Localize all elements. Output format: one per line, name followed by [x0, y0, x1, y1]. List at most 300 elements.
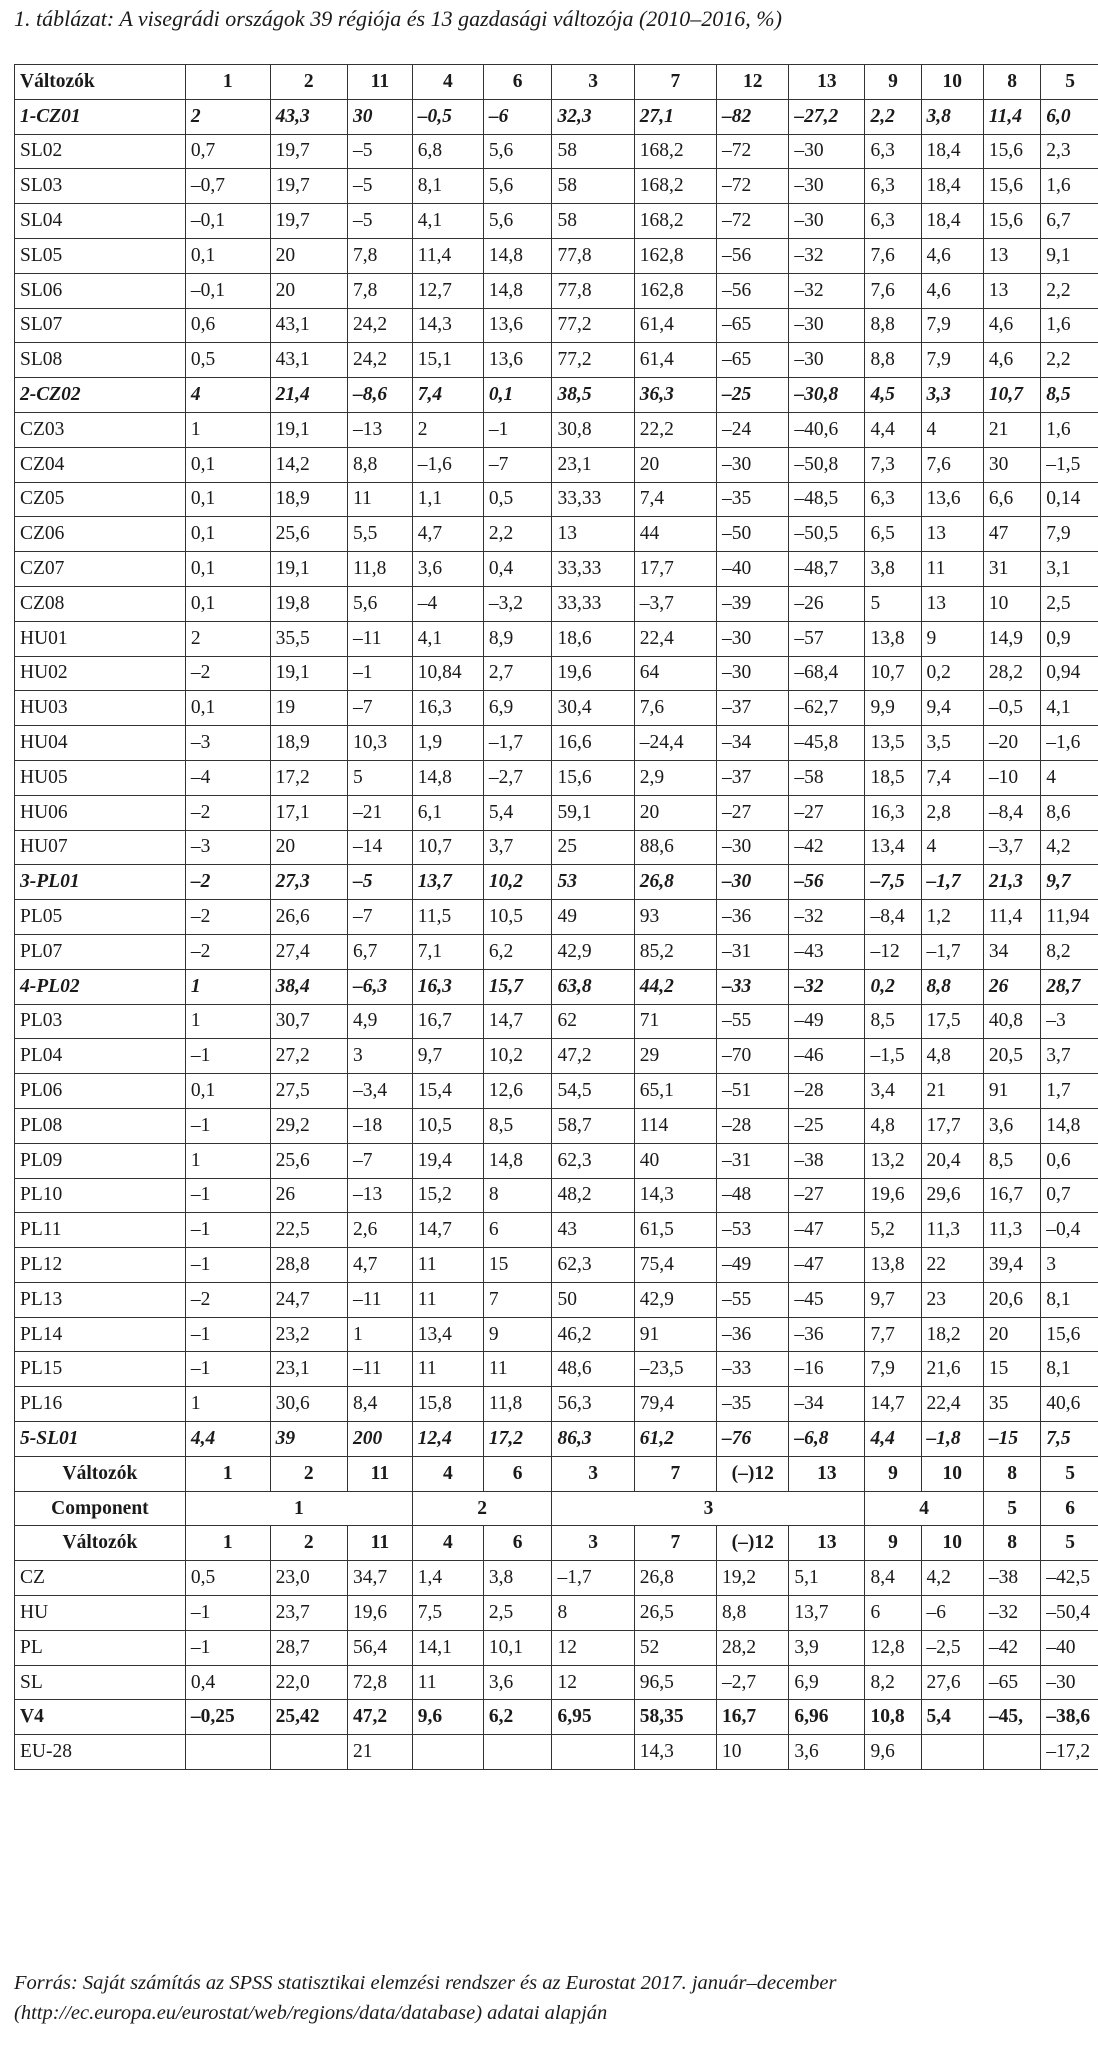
value-cell: 5 [1041, 1526, 1098, 1561]
value-cell: 11,3 [983, 1213, 1040, 1248]
value-cell: 18,2 [921, 1317, 983, 1352]
row-label-cell: EU-28 [15, 1735, 186, 1770]
value-cell: 1 [185, 412, 270, 447]
value-cell: 9 [483, 1317, 552, 1352]
value-cell: 8,8 [865, 343, 921, 378]
value-cell: 9,7 [865, 1282, 921, 1317]
value-cell: –35 [717, 482, 789, 517]
value-cell: –34 [789, 1387, 865, 1422]
value-cell: 10 [983, 586, 1040, 621]
value-cell: 6,3 [865, 169, 921, 204]
value-cell: 43,1 [270, 308, 347, 343]
value-cell: 6,3 [865, 134, 921, 169]
value-cell: –3 [185, 726, 270, 761]
component-group-cell: 1 [185, 1491, 412, 1526]
row-label-cell: Változók [15, 65, 186, 100]
value-cell: –2 [185, 1282, 270, 1317]
table-row [15, 1352, 1098, 1387]
value-cell: –40,6 [789, 412, 865, 447]
value-cell: 30,8 [552, 412, 634, 447]
value-cell: 11 [921, 552, 983, 587]
value-cell: 168,2 [634, 204, 716, 239]
value-cell: –1 [347, 656, 412, 691]
value-cell: 13 [789, 1456, 865, 1491]
value-cell: –23,5 [634, 1352, 716, 1387]
value-cell: –2 [185, 795, 270, 830]
value-cell: 59,1 [552, 795, 634, 830]
value-cell: 34 [983, 934, 1040, 969]
component-group-cell: 2 [412, 1491, 552, 1526]
summary-row [15, 1735, 1098, 1770]
value-cell: –32 [789, 238, 865, 273]
value-cell: –30 [789, 134, 865, 169]
value-cell: 16,3 [865, 795, 921, 830]
value-cell: 44 [634, 517, 716, 552]
row-label-cell: PL08 [15, 1108, 186, 1143]
value-cell: 40 [634, 1143, 716, 1178]
value-cell: –38 [789, 1143, 865, 1178]
value-cell: 23,1 [552, 447, 634, 482]
value-cell: 11,4 [983, 99, 1040, 134]
value-cell: 21 [921, 1074, 983, 1109]
value-cell: 2,5 [1041, 586, 1098, 621]
value-cell [185, 1735, 270, 1770]
value-cell: 12,8 [865, 1630, 921, 1665]
value-cell: 13,4 [865, 830, 921, 865]
v4-total-row [15, 1700, 1098, 1735]
value-cell: 15,2 [412, 1178, 483, 1213]
value-cell: 93 [634, 900, 716, 935]
value-cell [270, 1735, 347, 1770]
value-cell: 86,3 [552, 1422, 634, 1457]
value-cell: –1,6 [412, 447, 483, 482]
value-cell: 23 [921, 1282, 983, 1317]
value-cell: 3,9 [789, 1630, 865, 1665]
value-cell: 26,6 [270, 900, 347, 935]
table-row [15, 273, 1098, 308]
value-cell: 4,2 [1041, 830, 1098, 865]
value-cell: 33,33 [552, 586, 634, 621]
value-cell: 0,14 [1041, 482, 1098, 517]
value-cell: –1 [483, 412, 552, 447]
value-cell: –13 [347, 412, 412, 447]
table-row [15, 1178, 1098, 1213]
value-cell: –72 [717, 204, 789, 239]
value-cell: –3,4 [347, 1074, 412, 1109]
header-row-summary [15, 1526, 1098, 1561]
value-cell: 3,6 [412, 552, 483, 587]
value-cell: –27 [717, 795, 789, 830]
value-cell: 26 [270, 1178, 347, 1213]
row-label-cell: Változók [15, 1456, 186, 1491]
value-cell: 6 [483, 1526, 552, 1561]
value-cell: –30 [789, 169, 865, 204]
value-cell: 15,6 [983, 169, 1040, 204]
value-cell: –1 [185, 1178, 270, 1213]
value-cell: 0,7 [1041, 1178, 1098, 1213]
value-cell: –7,5 [865, 865, 921, 900]
value-cell: –7 [347, 900, 412, 935]
value-cell: 7,3 [865, 447, 921, 482]
value-cell: –65 [983, 1665, 1040, 1700]
value-cell: 34,7 [347, 1561, 412, 1596]
value-cell: –30 [717, 447, 789, 482]
value-cell: 8 [983, 1456, 1040, 1491]
value-cell: 7,9 [865, 1352, 921, 1387]
value-cell: –20 [983, 726, 1040, 761]
value-cell: 14,3 [634, 1178, 716, 1213]
value-cell: 8,5 [1041, 378, 1098, 413]
component-group-cell: 6 [1041, 1491, 1098, 1526]
value-cell: 5,5 [347, 517, 412, 552]
value-cell: 19,2 [717, 1561, 789, 1596]
value-cell: –6,8 [789, 1422, 865, 1457]
value-cell: 7,1 [412, 934, 483, 969]
value-cell: 14,9 [983, 621, 1040, 656]
value-cell: –1,7 [921, 865, 983, 900]
value-cell: 29,6 [921, 1178, 983, 1213]
value-cell: 15,1 [412, 343, 483, 378]
row-label-cell: SL07 [15, 308, 186, 343]
value-cell: 14,1 [412, 1630, 483, 1665]
value-cell: 0,1 [185, 517, 270, 552]
value-cell: 4,7 [347, 1248, 412, 1283]
value-cell: 19,7 [270, 169, 347, 204]
value-cell: –48,7 [789, 552, 865, 587]
value-cell: 16,6 [552, 726, 634, 761]
value-cell: 33,33 [552, 552, 634, 587]
value-cell: 15 [483, 1248, 552, 1283]
value-cell: –1,5 [1041, 447, 1098, 482]
value-cell: 0,1 [185, 586, 270, 621]
value-cell: 2 [270, 1526, 347, 1561]
value-cell: 18,5 [865, 760, 921, 795]
value-cell: –1 [185, 1596, 270, 1631]
value-cell: 9 [865, 65, 921, 100]
value-cell: –50,8 [789, 447, 865, 482]
value-cell: 4,1 [412, 204, 483, 239]
value-cell: 13,2 [865, 1143, 921, 1178]
value-cell: 5,6 [483, 134, 552, 169]
table-row [15, 1074, 1098, 1109]
data-table [14, 64, 1098, 1770]
value-cell: 30 [347, 99, 412, 134]
value-cell: 61,4 [634, 343, 716, 378]
value-cell: 40,6 [1041, 1387, 1098, 1422]
value-cell: 22,5 [270, 1213, 347, 1248]
value-cell: 24,2 [347, 343, 412, 378]
value-cell: 11,4 [983, 900, 1040, 935]
component-group-cell: 4 [865, 1491, 983, 1526]
value-cell: 91 [983, 1074, 1040, 1109]
value-cell: 14,7 [412, 1213, 483, 1248]
value-cell: 12 [717, 65, 789, 100]
value-cell: 6,5 [865, 517, 921, 552]
value-cell: 8,8 [865, 308, 921, 343]
value-cell: 8,1 [1041, 1282, 1098, 1317]
table-row [15, 1039, 1098, 1074]
value-cell: 10 [921, 1456, 983, 1491]
value-cell: 27,4 [270, 934, 347, 969]
value-cell: 61,5 [634, 1213, 716, 1248]
value-cell: 22,0 [270, 1665, 347, 1700]
value-cell: 2,8 [921, 795, 983, 830]
row-label-cell: SL02 [15, 134, 186, 169]
value-cell: 7,8 [347, 273, 412, 308]
value-cell: –28 [789, 1074, 865, 1109]
value-cell: 1 [185, 969, 270, 1004]
value-cell: –2,7 [717, 1665, 789, 1700]
value-cell: 15,6 [983, 204, 1040, 239]
value-cell: –32 [789, 273, 865, 308]
value-cell: 14,8 [483, 1143, 552, 1178]
value-cell [412, 1735, 483, 1770]
aggregate-row [15, 969, 1098, 1004]
value-cell: 91 [634, 1317, 716, 1352]
value-cell: 13,4 [412, 1317, 483, 1352]
value-cell: –30 [789, 308, 865, 343]
table-row [15, 1387, 1098, 1422]
value-cell: 8 [552, 1596, 634, 1631]
value-cell: –62,7 [789, 691, 865, 726]
value-cell: 5 [1041, 65, 1098, 100]
value-cell: 14,2 [270, 447, 347, 482]
table-row [15, 204, 1098, 239]
row-label-cell: PL05 [15, 900, 186, 935]
value-cell: 29 [634, 1039, 716, 1074]
value-cell: 28,7 [1041, 969, 1098, 1004]
value-cell: –21 [347, 795, 412, 830]
value-cell: 168,2 [634, 134, 716, 169]
value-cell: 77,2 [552, 343, 634, 378]
value-cell: –82 [717, 99, 789, 134]
value-cell: –35 [717, 1387, 789, 1422]
value-cell: 8,5 [865, 1004, 921, 1039]
value-cell: 27,2 [270, 1039, 347, 1074]
value-cell: 1 [185, 1526, 270, 1561]
value-cell: 4 [921, 412, 983, 447]
value-cell: 13 [789, 1526, 865, 1561]
value-cell: 4,2 [921, 1561, 983, 1596]
value-cell: 0,4 [185, 1665, 270, 1700]
value-cell: 47,2 [552, 1039, 634, 1074]
value-cell: 9 [921, 621, 983, 656]
value-cell: 6,3 [865, 482, 921, 517]
value-cell: 22,4 [921, 1387, 983, 1422]
row-label-cell: PL10 [15, 1178, 186, 1213]
value-cell: 10 [921, 65, 983, 100]
value-cell: –55 [717, 1004, 789, 1039]
value-cell: –0,1 [185, 273, 270, 308]
value-cell: 44,2 [634, 969, 716, 1004]
value-cell: 20 [270, 830, 347, 865]
value-cell: 10,7 [983, 378, 1040, 413]
value-cell: –2 [185, 865, 270, 900]
value-cell: 21 [347, 1735, 412, 1770]
value-cell: 30 [983, 447, 1040, 482]
value-cell: 11 [412, 1282, 483, 1317]
value-cell: 19 [270, 691, 347, 726]
value-cell: 27,6 [921, 1665, 983, 1700]
value-cell: 13,8 [865, 621, 921, 656]
value-cell: 48,2 [552, 1178, 634, 1213]
table-row [15, 1108, 1098, 1143]
source-note-line-2: (http://ec.europa.eu/eurostat/web/regions/data/database) adatai alapján [14, 2002, 608, 2024]
value-cell: 5 [1041, 1456, 1098, 1491]
value-cell: 4 [412, 1456, 483, 1491]
value-cell: 7,6 [865, 273, 921, 308]
value-cell: 3,6 [483, 1665, 552, 1700]
value-cell: 10,7 [865, 656, 921, 691]
value-cell: 2 [270, 65, 347, 100]
value-cell: 8,8 [347, 447, 412, 482]
value-cell: –26 [789, 586, 865, 621]
value-cell: 11 [483, 1352, 552, 1387]
value-cell: 8,4 [865, 1561, 921, 1596]
value-cell [983, 1735, 1040, 1770]
value-cell: 5,6 [483, 169, 552, 204]
value-cell: 13 [983, 238, 1040, 273]
value-cell: 15,7 [483, 969, 552, 1004]
row-label-cell: 2-CZ02 [15, 378, 186, 413]
value-cell: 18,9 [270, 726, 347, 761]
value-cell: 9 [865, 1456, 921, 1491]
value-cell: 10,84 [412, 656, 483, 691]
summary-row [15, 1596, 1098, 1631]
value-cell: –47 [789, 1213, 865, 1248]
value-cell: 58 [552, 134, 634, 169]
value-cell: 30,4 [552, 691, 634, 726]
value-cell: 40,8 [983, 1004, 1040, 1039]
value-cell: –30 [1041, 1665, 1098, 1700]
value-cell: –33 [717, 1352, 789, 1387]
value-cell: 0,1 [185, 1074, 270, 1109]
value-cell: –56 [789, 865, 865, 900]
value-cell: –49 [717, 1248, 789, 1283]
value-cell: 27,1 [634, 99, 716, 134]
component-group-cell: 3 [552, 1491, 865, 1526]
value-cell: 25 [552, 830, 634, 865]
value-cell: 0,5 [483, 482, 552, 517]
table-row [15, 621, 1098, 656]
table-row [15, 1004, 1098, 1039]
row-label-cell: PL14 [15, 1317, 186, 1352]
value-cell: 18,4 [921, 169, 983, 204]
value-cell: –1 [185, 1108, 270, 1143]
value-cell: 4,4 [865, 412, 921, 447]
value-cell: 7 [483, 1282, 552, 1317]
value-cell [552, 1735, 634, 1770]
value-cell: 0,6 [185, 308, 270, 343]
value-cell: 0,5 [185, 343, 270, 378]
value-cell: 114 [634, 1108, 716, 1143]
row-label-cell: CZ08 [15, 586, 186, 621]
value-cell: 3 [552, 65, 634, 100]
value-cell: –1 [185, 1352, 270, 1387]
value-cell: 12 [552, 1665, 634, 1700]
value-cell: –3 [1041, 1004, 1098, 1039]
value-cell: 14,3 [634, 1735, 716, 1770]
value-cell: 2,2 [483, 517, 552, 552]
value-cell: 13,6 [483, 343, 552, 378]
value-cell: 15,8 [412, 1387, 483, 1422]
value-cell: 11,4 [412, 238, 483, 273]
value-cell: –43 [789, 934, 865, 969]
row-label-cell: CZ05 [15, 482, 186, 517]
row-label-cell: HU [15, 1596, 186, 1631]
table-row [15, 134, 1098, 169]
value-cell: 11 [347, 65, 412, 100]
row-label-cell: PL [15, 1630, 186, 1665]
value-cell: –0,5 [983, 691, 1040, 726]
value-cell: 13,7 [412, 865, 483, 900]
value-cell: 9,6 [412, 1700, 483, 1735]
value-cell: 0,1 [185, 552, 270, 587]
value-cell: –0,1 [185, 204, 270, 239]
value-cell: 7,9 [921, 308, 983, 343]
value-cell: –6 [483, 99, 552, 134]
value-cell: 13 [921, 586, 983, 621]
value-cell: 12 [552, 1630, 634, 1665]
value-cell: 13,6 [483, 308, 552, 343]
table-row [15, 1248, 1098, 1283]
value-cell: 3 [1041, 1248, 1098, 1283]
value-cell: 4,8 [921, 1039, 983, 1074]
value-cell: 1 [347, 1317, 412, 1352]
value-cell: 15 [983, 1352, 1040, 1387]
value-cell: 17,7 [921, 1108, 983, 1143]
value-cell: 25,42 [270, 1700, 347, 1735]
value-cell: 1 [185, 1387, 270, 1422]
value-cell: 7,6 [921, 447, 983, 482]
value-cell: 11,94 [1041, 900, 1098, 935]
value-cell: 43 [552, 1213, 634, 1248]
value-cell: 3,5 [921, 726, 983, 761]
value-cell: 9,9 [865, 691, 921, 726]
source-note [14, 1968, 836, 2028]
value-cell: 26 [983, 969, 1040, 1004]
value-cell: 23,7 [270, 1596, 347, 1631]
value-cell: 6,9 [483, 691, 552, 726]
value-cell: 36,3 [634, 378, 716, 413]
value-cell: 31 [983, 552, 1040, 587]
value-cell: –0,5 [412, 99, 483, 134]
value-cell: 2,6 [347, 1213, 412, 1248]
value-cell: 4,6 [921, 273, 983, 308]
value-cell: 50 [552, 1282, 634, 1317]
value-cell: 6,96 [789, 1700, 865, 1735]
value-cell: 4,8 [865, 1108, 921, 1143]
value-cell: 10,2 [483, 1039, 552, 1074]
value-cell: 18,4 [921, 134, 983, 169]
value-cell: 11,5 [412, 900, 483, 935]
row-label-cell: HU04 [15, 726, 186, 761]
header-row [15, 65, 1098, 100]
value-cell: –7 [483, 447, 552, 482]
table-row [15, 1143, 1098, 1178]
value-cell: –56 [717, 273, 789, 308]
value-cell: 28,2 [717, 1630, 789, 1665]
value-cell: 27,5 [270, 1074, 347, 1109]
value-cell: 1 [185, 65, 270, 100]
value-cell: 18,4 [921, 204, 983, 239]
value-cell: 1,6 [1041, 308, 1098, 343]
value-cell: –8,4 [983, 795, 1040, 830]
value-cell: –2 [185, 934, 270, 969]
value-cell: 6,7 [347, 934, 412, 969]
table-row [15, 934, 1098, 969]
value-cell: 6 [483, 1456, 552, 1491]
